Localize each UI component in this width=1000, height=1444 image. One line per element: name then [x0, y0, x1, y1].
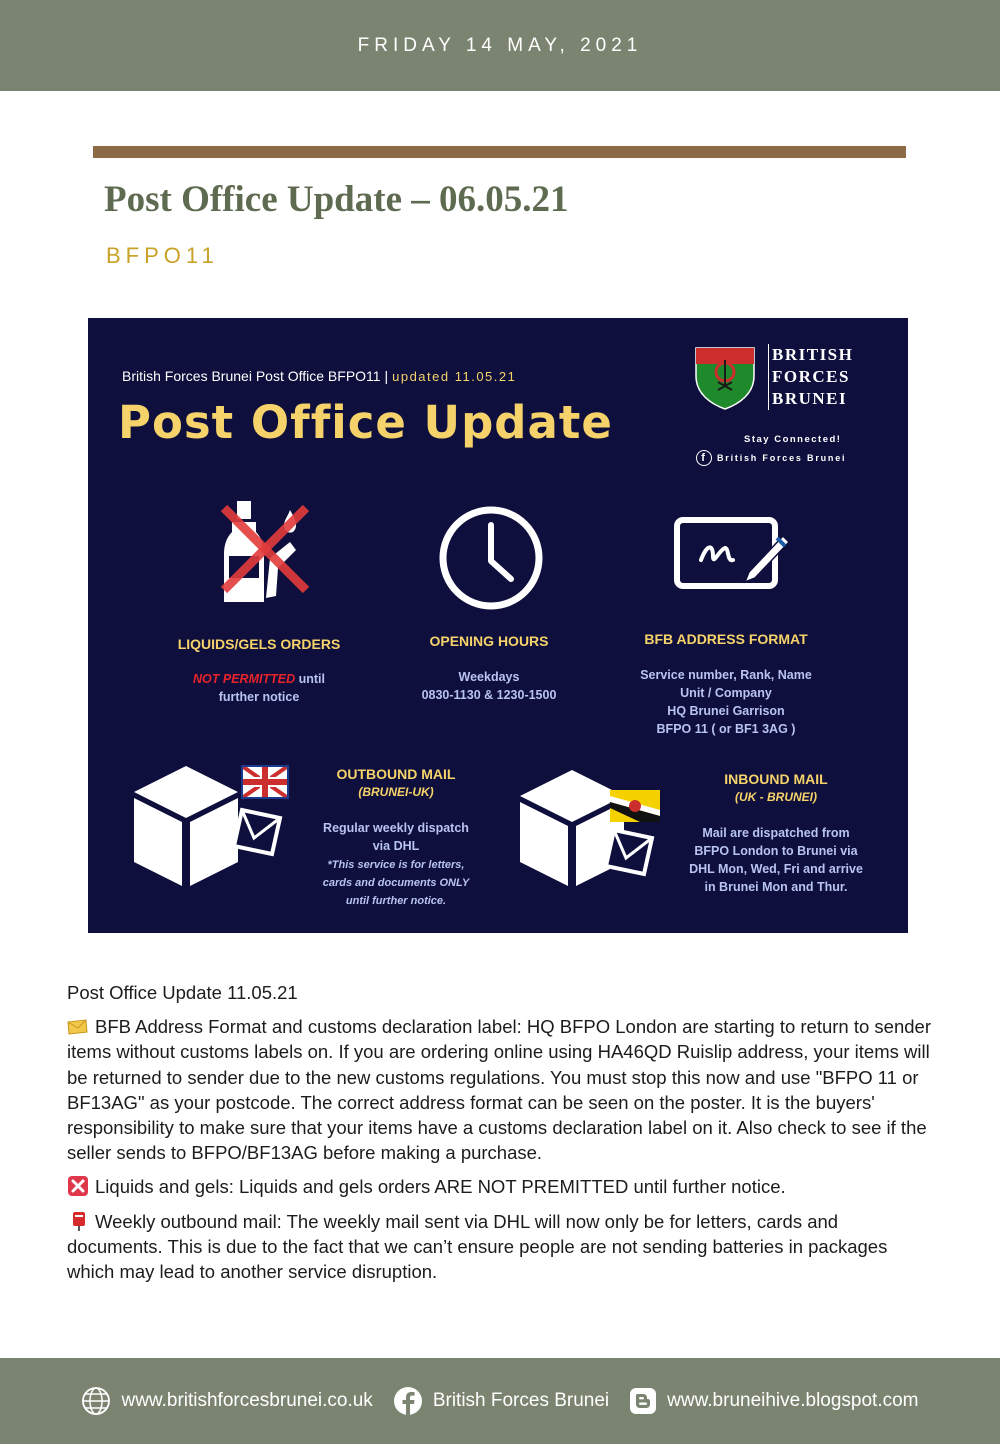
- footer-website-label: www.britishforcesbrunei.co.uk: [121, 1390, 373, 1411]
- hours-title: OPENING HOURS: [429, 633, 549, 649]
- divider-rule: [93, 146, 906, 158]
- no-liquids-icon: [218, 498, 312, 608]
- address-line: Service number, Rank, Name: [640, 668, 812, 682]
- outbound-note: until further notice.: [345, 895, 447, 907]
- body-heading: Post Office Update 11.05.21: [67, 982, 298, 1003]
- outbound-package-icon: [130, 762, 290, 888]
- post-tag[interactable]: BFPO11: [106, 243, 219, 268]
- poster-title: Post Office Update: [118, 396, 613, 449]
- outbound-text: [301, 819, 491, 909]
- cross-mark-icon: [67, 1176, 89, 1196]
- outbound-note: *This service is for letters,: [327, 859, 465, 871]
- address-line: HQ Brunei Garrison: [667, 704, 785, 718]
- facebook-icon: [393, 1386, 423, 1416]
- outbound-note: cards and documents ONLY: [322, 877, 470, 889]
- liquids-rest2: further notice: [218, 690, 300, 704]
- inbound-line: in Brunei Mon and Thur.: [704, 880, 848, 894]
- stay-connected: Stay Connected!: [744, 434, 842, 445]
- hours-line1: Weekdays: [458, 670, 520, 684]
- body-paragraph-text: Liquids and gels: Liquids and gels orders ARE NOT PREMITTED until further notice.: [95, 1176, 786, 1198]
- poster-updated: updated 11.05.21: [392, 369, 517, 384]
- outbound-line: via DHL: [372, 839, 420, 853]
- poster-image: [88, 318, 908, 933]
- org-name-line: BRUNEI: [772, 389, 848, 408]
- liquids-rest1: until: [295, 672, 325, 686]
- inbound-package-icon: [516, 766, 676, 888]
- hours-line2: 0830-1130 & 1230-1500: [421, 688, 557, 702]
- globe-icon: [81, 1386, 111, 1416]
- inbound-subtitle: (UK - BRUNEI): [735, 790, 817, 804]
- footer-blog-label: www.bruneihive.blogspot.com: [667, 1390, 919, 1411]
- inbound-title: INBOUND MAIL: [724, 771, 828, 787]
- clock-icon: [436, 503, 546, 613]
- poster-facebook-label: British Forces Brunei: [717, 453, 847, 463]
- address-title: BFB ADDRESS FORMAT: [644, 631, 808, 647]
- liquids-title: LIQUIDS/GELS ORDERS: [177, 636, 341, 652]
- poster-header: [122, 368, 516, 384]
- footer-facebook-label: British Forces Brunei: [432, 1390, 610, 1411]
- not-permitted-label: NOT PERMITTED: [193, 672, 296, 686]
- address-text: [616, 666, 836, 738]
- liquids-text: [168, 670, 350, 706]
- footer-blog-link[interactable]: [629, 1387, 918, 1415]
- crest-icon: [694, 346, 756, 410]
- top-bar: [0, 0, 1000, 91]
- poster-header-text: British Forces Brunei Post Office BFPO11 |: [122, 368, 389, 384]
- body-paragraph-text: BFB Address Format and customs declaration label: HQ BFPO London are starting to return to sender items without customs labels on. If you are ordering online using HA46QD Ruislip address, your items will be returned to sender due to the new customs regulations. You must stop this now and use "BFPO 11 or BF13AG" as your postcode. The correct address format can be seen on the poster. It is the buyers' responsibility to make sure that your items have a customs declaration label on it. Also check to see if the seller sends to BFPO/BF13AG before making a purchase.: [67, 1016, 931, 1164]
- postbox-icon: [67, 1211, 89, 1231]
- envelope-icon: [67, 1016, 89, 1036]
- org-name-line: FORCES: [772, 367, 850, 386]
- signature-icon: [673, 514, 793, 592]
- inbound-line: DHL Mon, Wed, Fri and arrive: [689, 862, 863, 876]
- footer: [0, 1386, 1000, 1416]
- body-paragraph: [67, 1014, 937, 1165]
- outbound-title: OUTBOUND MAIL: [336, 766, 456, 782]
- inbound-line: BFPO London to Brunei via: [694, 844, 858, 858]
- body-paragraph: [67, 1209, 937, 1285]
- facebook-icon: f: [696, 450, 712, 466]
- blogger-icon: [629, 1387, 657, 1415]
- address-line: BFPO 11 ( or BF1 3AG ): [656, 722, 796, 736]
- inbound-line: Mail are dispatched from: [702, 826, 850, 840]
- org-name-line: BRITISH: [772, 345, 854, 364]
- hours-text: [398, 668, 580, 704]
- body-paragraph: [67, 1174, 937, 1199]
- org-name: [768, 344, 853, 410]
- poster-facebook: [696, 450, 846, 466]
- post-date: FRIDAY 14 MAY, 2021: [357, 35, 643, 56]
- body-paragraph-text: Weekly outbound mail: The weekly mail sent via DHL will now only be for letters, cards and documents. This is due to the fact that we can’t ensure people are not sending batteries in packages which may lead to another service disruption.: [67, 1210, 888, 1283]
- post-body: [67, 980, 937, 1293]
- outbound-subtitle: (BRUNEI-UK): [358, 785, 434, 799]
- footer-website-link[interactable]: [81, 1386, 372, 1416]
- outbound-line: Regular weekly dispatch: [323, 821, 469, 835]
- page-title: Post Office Update – 06.05.21: [104, 179, 569, 220]
- inbound-text: [671, 824, 881, 896]
- footer-facebook-link[interactable]: [393, 1386, 609, 1416]
- address-line: Unit / Company: [680, 686, 772, 700]
